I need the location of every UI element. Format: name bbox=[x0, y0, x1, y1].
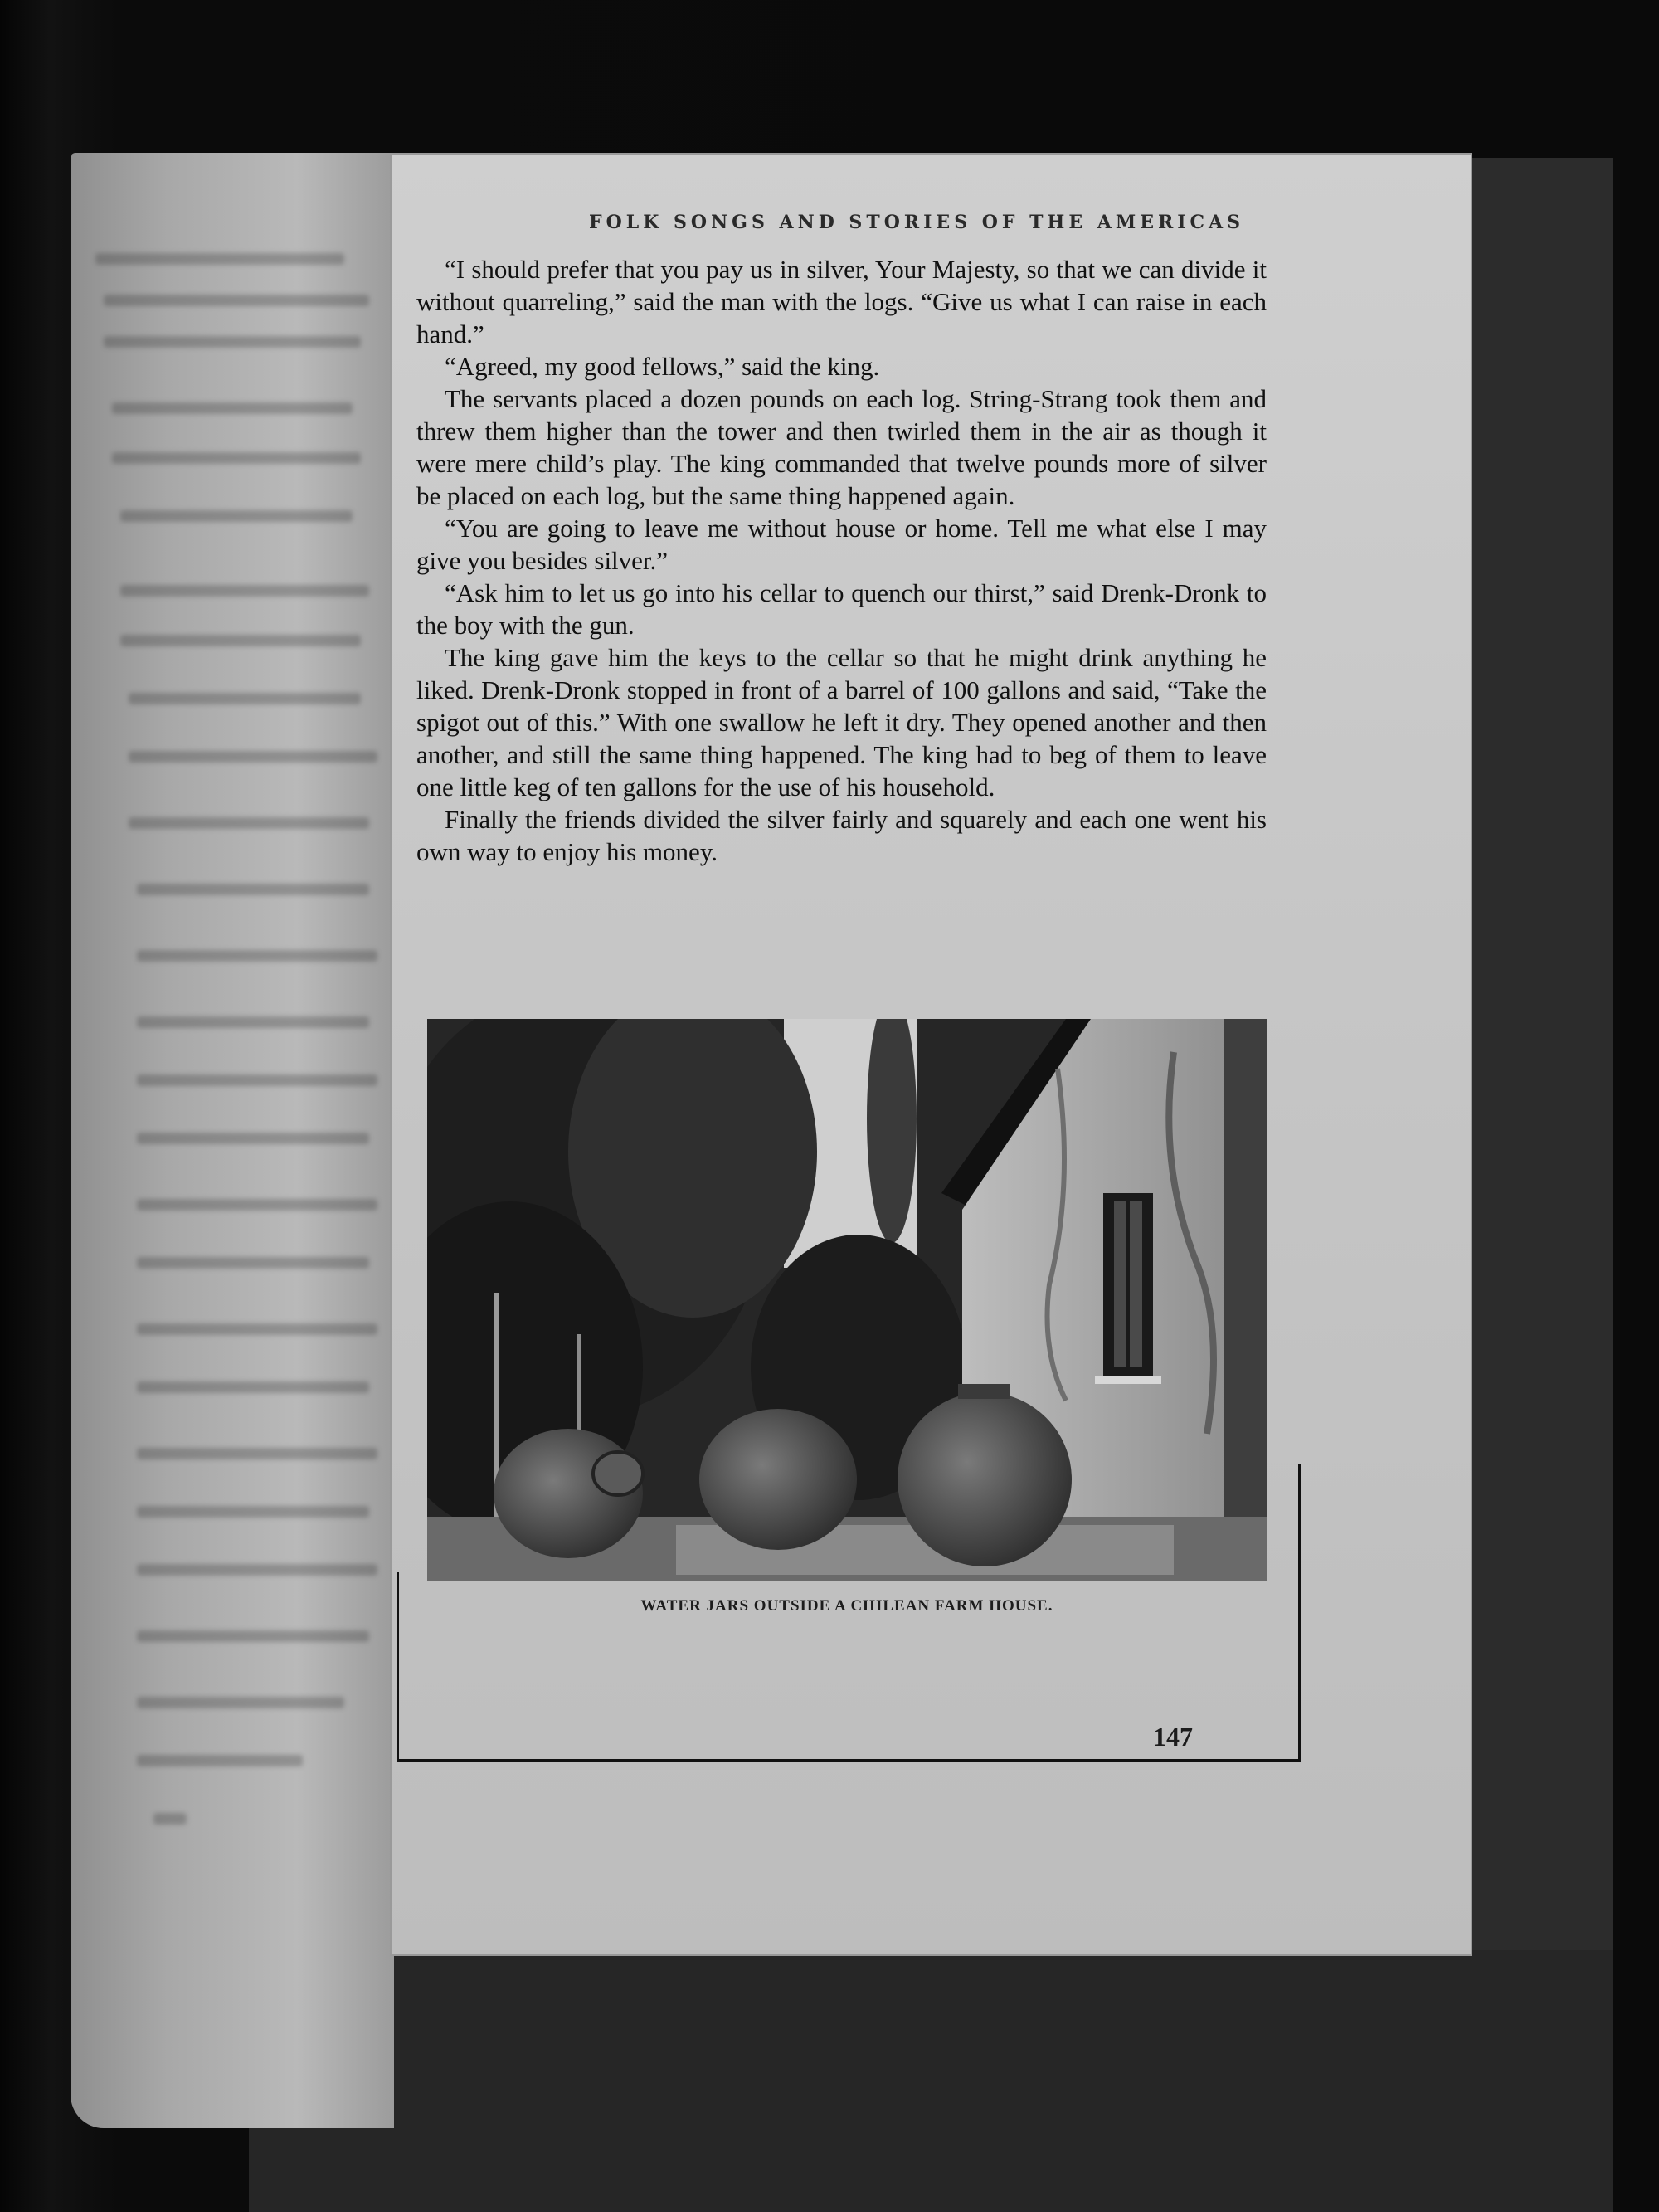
paragraph: The servants placed a dozen pounds on each log. String-Strang took them and threw them higher than the tower and then twirled them in the air as though it were mere child’s play. The king commanded that twelve pounds more of silver be placed on each log, but the same thing happened again. bbox=[416, 384, 1267, 510]
paragraph: “I should prefer that you pay us in silver, Your Majesty, so that we can divide it without quarreling,” said the man with the logs. “Give us what I can raise in each hand.” bbox=[416, 255, 1267, 348]
paragraph: “Agreed, my good fellows,” said the king. bbox=[445, 352, 880, 381]
crop-mark-right bbox=[1298, 1464, 1301, 1759]
paragraph: “Ask him to let us go into his cellar to quench our thirst,” said Drenk-Dronk to the boy with the gun. bbox=[416, 578, 1267, 640]
book-cover-edge bbox=[1472, 158, 1613, 2212]
facing-page-blurred bbox=[71, 153, 394, 2128]
book-cover-bottom bbox=[249, 1950, 1613, 2212]
book-page bbox=[390, 153, 1472, 1956]
story-text bbox=[416, 253, 1267, 868]
crop-mark-left bbox=[397, 1572, 399, 1761]
photo-caption: WATER JARS OUTSIDE A CHILEAN FARM HOUSE. bbox=[640, 1597, 1053, 1615]
water-jars-photo bbox=[427, 1019, 1267, 1581]
paragraph: The king gave him the keys to the cellar so that he might drink anything he liked. Drenk-Dronk stopped in front of a barrel of 100 gallons and said, “Take the spigot out of this.” With one swallow he left it dry. They opened another and then another, and still the same thing happened. The king had to beg of them to leave one little keg of ten gallons for the use of his household. bbox=[416, 643, 1267, 801]
page-number: 147 bbox=[1153, 1722, 1193, 1752]
crop-mark-bottom bbox=[397, 1759, 1301, 1762]
paragraph: Finally the friends divided the silver fairly and squarely and each one went his own way to enjoy his money. bbox=[416, 805, 1267, 866]
paragraph: “You are going to leave me without house or home. Tell me what else I may give you besides silver.” bbox=[416, 514, 1267, 575]
running-head: FOLK SONGS AND STORIES OF THE AMERICAS bbox=[588, 212, 1244, 233]
